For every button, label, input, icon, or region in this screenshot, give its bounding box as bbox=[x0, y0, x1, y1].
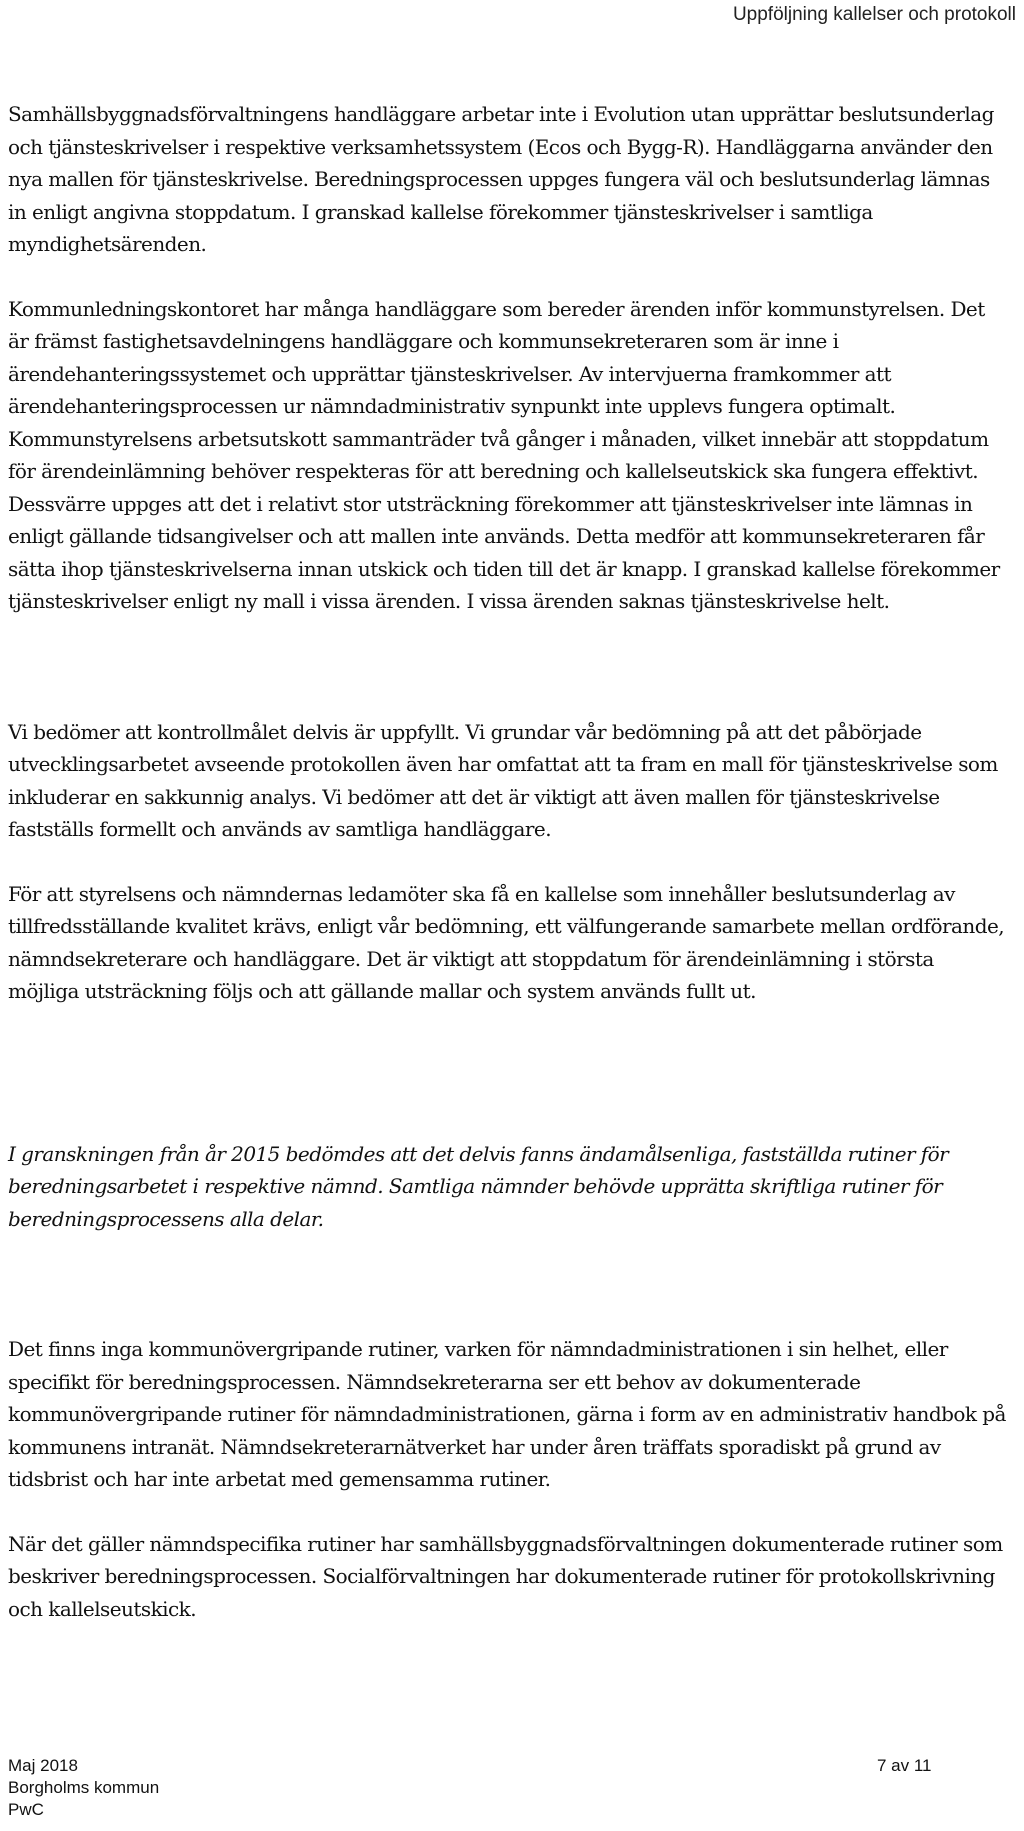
paragraph-kommunledning: Kommunledningskontoret har många handläggare som bereder ärenden inför kommunstyrelsen. Det är främst fastighetsavdelningens handläggare och kommunsekreteraren som är inne i ärendehanteringssystemet och upprättar tjänsteskrivelser. Av intervjuerna framkommer att ärendehanteringsprocessen ur nämndadministrativ synpunkt inte upplevs fungera optimalt. Kommunstyrelsens arbetsutskott sammanträder två gånger i månaden, vilket innebär att stoppdatum för ärendeinlämning behöver respekteras för att beredning och kallelseutskick ska fungera effektivt. Dessvärre uppges att det i relativt stor utsträckning förekommer att tjänsteskrivelser inte lämnas in enligt gällande tidsangivelser och att mallen inte används. Detta medför att kommunsekreteraren får sätta ihop tjänsteskrivelserna innan utskick och tiden till det är knapp. I granskad kallelse förekommer tjänsteskrivelser enligt ny mall i vissa ärenden. I vissa ärenden saknas tjänsteskrivelse helt. bbox=[8, 296, 1000, 613]
paragraph-gap bbox=[8, 261, 1008, 293]
footer-organization: Borgholms kommun bbox=[8, 1778, 160, 1797]
paragraph-gap bbox=[8, 846, 1008, 878]
paragraph-review-2015: I granskningen från år 2015 bedömdes att det delvis fanns ändamålsenliga, fastställda rutiner för beredningsarbetet i respektive nämnd. Samtliga nämnder behövde upprätta skriftliga rutiner för beredningsprocessens alla delar. bbox=[8, 1141, 949, 1231]
document-body bbox=[8, 98, 1008, 1625]
page-number: 7 av 11 bbox=[877, 1756, 932, 1775]
section-gap bbox=[8, 618, 1008, 716]
paragraph-samhallsbyggnad: Samhällsbyggnadsförvaltningens handläggare arbetar inte i Evolution utan upprättar beslutsunderlag och tjänsteskrivelser i respektive verksamhetssystem (Ecos och Bygg-R). Handläggarna använder den nya mallen för tjänsteskrivelse. Beredningsprocessen uppges fungera väl och beslutsunderlag lämnas in enligt angivna stoppdatum. I granskad kallelse förekommer tjänsteskrivelser i samtliga myndighetsärenden. bbox=[8, 102, 994, 256]
paragraph-collaboration: För att styrelsens och nämndernas ledamöter ska få en kallelse som innehåller beslutsunderlag av tillfredsställande kvalitet krävs, enligt vår bedömning, ett välfungerande samarbete mellan ordförande, nämndsekreterare och handläggare. Det är viktigt att stoppdatum för ärendeinlämning i största möjliga utsträckning följs och att gällande mallar och system används fullt ut. bbox=[8, 881, 1005, 1003]
paragraph-gap bbox=[8, 1496, 1008, 1528]
section-gap bbox=[8, 1235, 1008, 1333]
section-gap bbox=[8, 1008, 1008, 1138]
footer-date: Maj 2018 bbox=[8, 1756, 78, 1775]
footer-author: PwC bbox=[8, 1800, 44, 1819]
paragraph-specific-routines: När det gäller nämndspecifika rutiner har samhällsbyggnadsförvaltningen dokumenterade rutiner som beskriver beredningsprocessen. Socialförvaltningen har dokumenterade rutiner för protokollskrivning och kallelseutskick. bbox=[8, 1531, 1003, 1621]
page-header-title: Uppföljning kallelser och protokoll bbox=[732, 4, 1016, 25]
paragraph-assessment: Vi bedömer att kontrollmålet delvis är uppfyllt. Vi grundar vår bedömning på att det påbörjade utvecklingsarbetet avseende protokollen även har omfattat att ta fram en mall för tjänsteskrivelse som inkluderar en sakkunnig analys. Vi bedömer att det är viktigt att även mallen för tjänsteskrivelse fastställs formellt och används av samtliga handläggare. bbox=[8, 719, 998, 841]
footer-info bbox=[8, 1755, 159, 1821]
paragraph-routines: Det finns inga kommunövergripande rutiner, varken för nämndadministrationen i sin helhet, eller specifikt för beredningsprocessen. Nämndsekreterarna ser ett behov av dokumenterade kommunövergripande rutiner för nämndadministrationen, gärna i form av en administrativ handbok på kommunens intranät. Nämndsekreterarnätverket har under åren träffats sporadiskt på grund av tidsbrist och har inte arbetat med gemensamma rutiner. bbox=[8, 1337, 1006, 1491]
